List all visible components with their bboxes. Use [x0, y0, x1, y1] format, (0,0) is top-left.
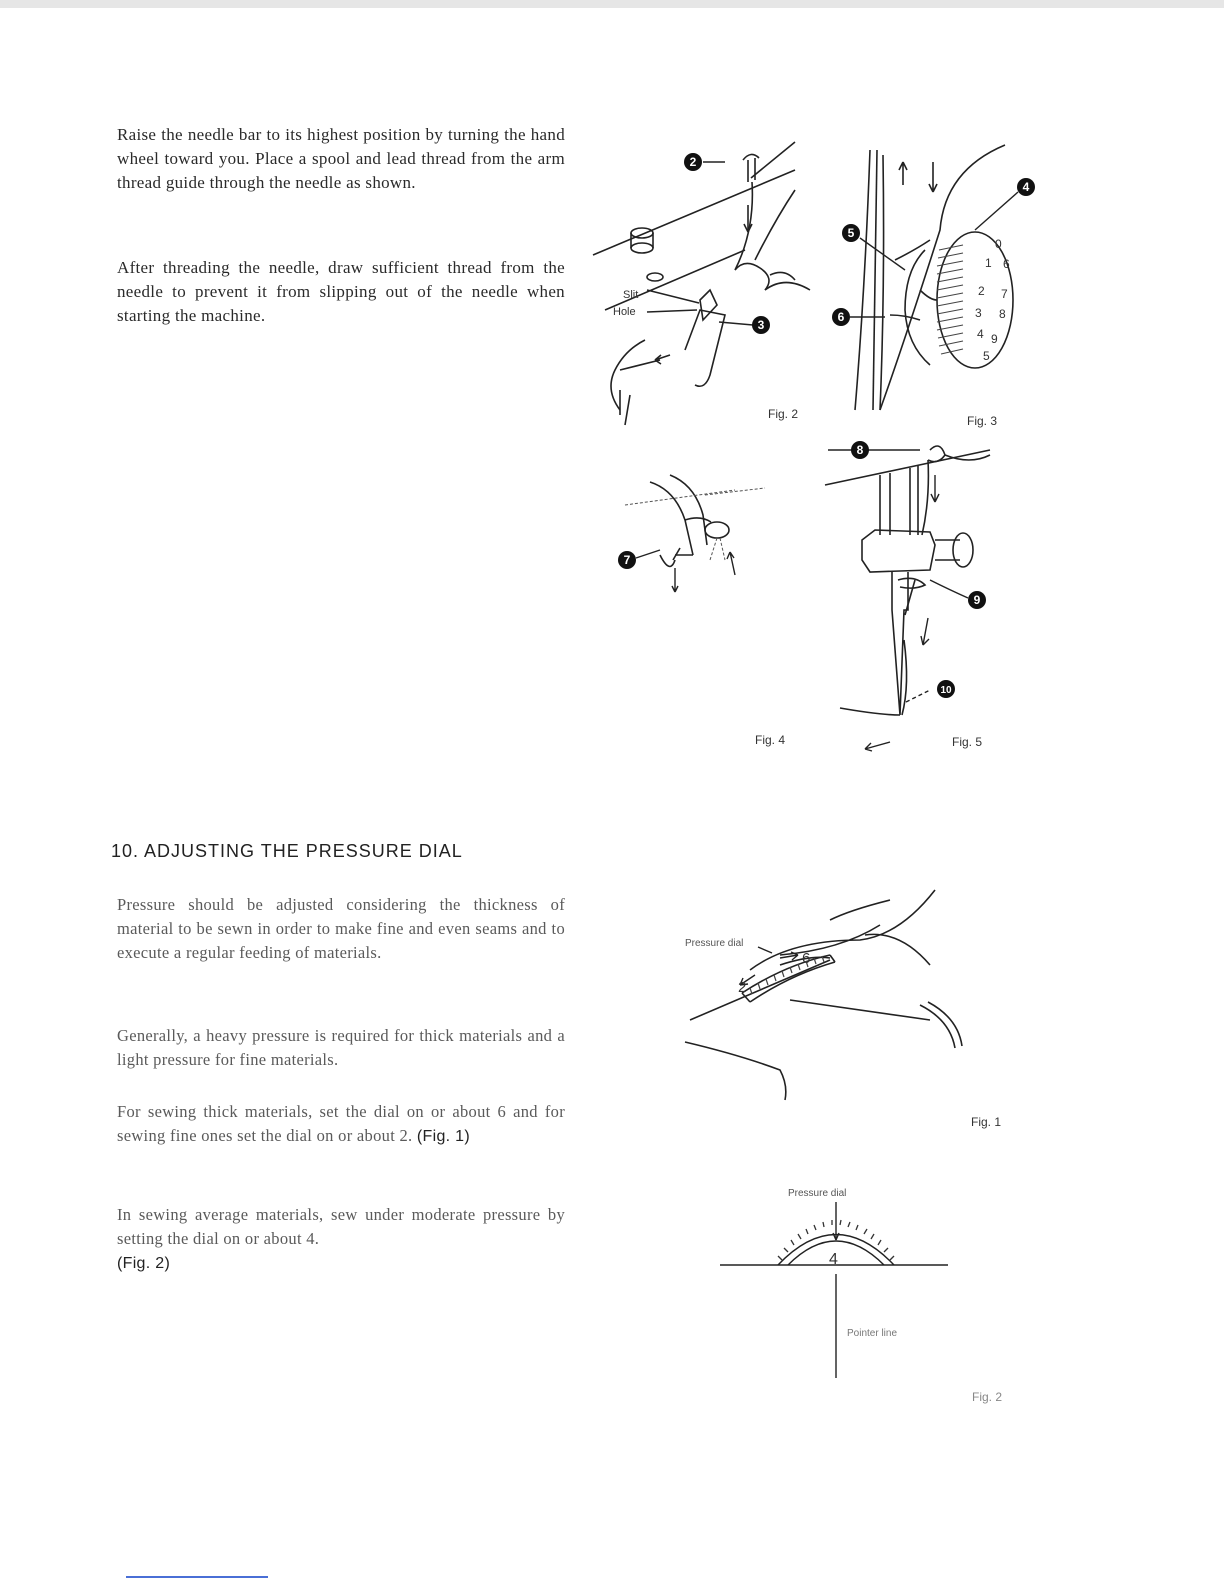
- figure-pressure-dial-hand: [680, 880, 1040, 1140]
- slit-label: Slit: [623, 289, 639, 301]
- pressure-paragraph-1: Pressure should be adjusted considering the thickness of material to be sewn in order to make fine and even seams and to execute a regular feeding of materials.: [117, 895, 565, 962]
- fig3-caption: Fig. 3: [967, 414, 998, 428]
- pressure-paragraph-2: Generally, a heavy pressure is required for thick materials and a light pressure for fine materials.: [117, 1026, 565, 1069]
- callout-6: 6: [837, 310, 845, 324]
- fig1-reference[interactable]: (Fig. 1): [416, 1128, 470, 1145]
- fig1-value-high: 6: [802, 950, 811, 967]
- section-heading-pressure-dial: 10. ADJUSTING THE PRESSURE DIAL: [111, 841, 463, 861]
- fig2-dial-label: Pressure dial: [788, 1188, 847, 1199]
- hole-label: Hole: [613, 306, 636, 318]
- callout-10: 10: [940, 685, 952, 696]
- dial-num-2: 2: [978, 284, 985, 298]
- dial-num-7: 7: [1001, 287, 1008, 301]
- fig2-reference[interactable]: (Fig. 2): [117, 1255, 171, 1272]
- dial-num-4: 4: [977, 327, 984, 341]
- scan-edge: [0, 0, 1224, 8]
- pressure-paragraph-4: [117, 1203, 565, 1276]
- callout-5: 5: [847, 226, 855, 240]
- fig2-caption-bottom: Fig. 2: [972, 1390, 1003, 1404]
- dial-num-0: 0: [995, 237, 1002, 251]
- callout-8: 8: [856, 443, 864, 457]
- threading-paragraph-1: Raise the needle bar to its highest position by turning the hand wheel toward you. Place a spool and lead thread from the arm thread guide through the needle as shown.: [117, 125, 565, 192]
- figure-pressure-dial-pointer: [720, 1182, 1030, 1412]
- pointer-line-label: Pointer line: [847, 1328, 898, 1339]
- callout-4: 4: [1022, 180, 1030, 194]
- pressure-paragraph-4-text: In sewing average materials, sew under moderate pressure by setting the dial on or about 4.: [117, 1205, 565, 1248]
- fig4-caption: Fig. 4: [755, 733, 786, 747]
- figure-thread-guide: [615, 460, 815, 760]
- fig2-caption: Fig. 2: [768, 407, 799, 421]
- dial-num-1: 1: [985, 256, 992, 270]
- dial-num-3: 3: [975, 306, 982, 320]
- fig2-dial-value: 4: [829, 1251, 838, 1268]
- callout-2: 2: [689, 155, 697, 169]
- fig5-caption: Fig. 5: [952, 735, 983, 749]
- threading-paragraph-2: After threading the needle, draw sufficient thread from the needle to prevent it from slipping out of the needle when starting the machine.: [117, 258, 565, 325]
- pressure-paragraph-3: [117, 1100, 565, 1149]
- fig1-dial-label: Pressure dial: [685, 938, 744, 949]
- figure-needle-threaded: [820, 440, 1040, 760]
- figure-threading-needle: [585, 140, 840, 440]
- callout-7: 7: [623, 553, 631, 567]
- scan-edge-bottom: [126, 1576, 268, 1578]
- dial-num-6: 6: [1003, 257, 1010, 271]
- callout-3: 3: [757, 318, 765, 332]
- fig1-caption: Fig. 1: [971, 1115, 1002, 1129]
- fig1-value-low: 2: [738, 979, 747, 996]
- callout-9: 9: [973, 593, 981, 607]
- dial-num-9: 9: [991, 332, 998, 346]
- figure-tension-dial: [835, 140, 1045, 440]
- pressure-paragraph-3-text: For sewing thick materials, set the dial on or about 6 and for sewing fine ones set the dial on or about 2.: [117, 1102, 565, 1145]
- dial-num-8: 8: [999, 307, 1006, 321]
- dial-num-5: 5: [983, 349, 990, 363]
